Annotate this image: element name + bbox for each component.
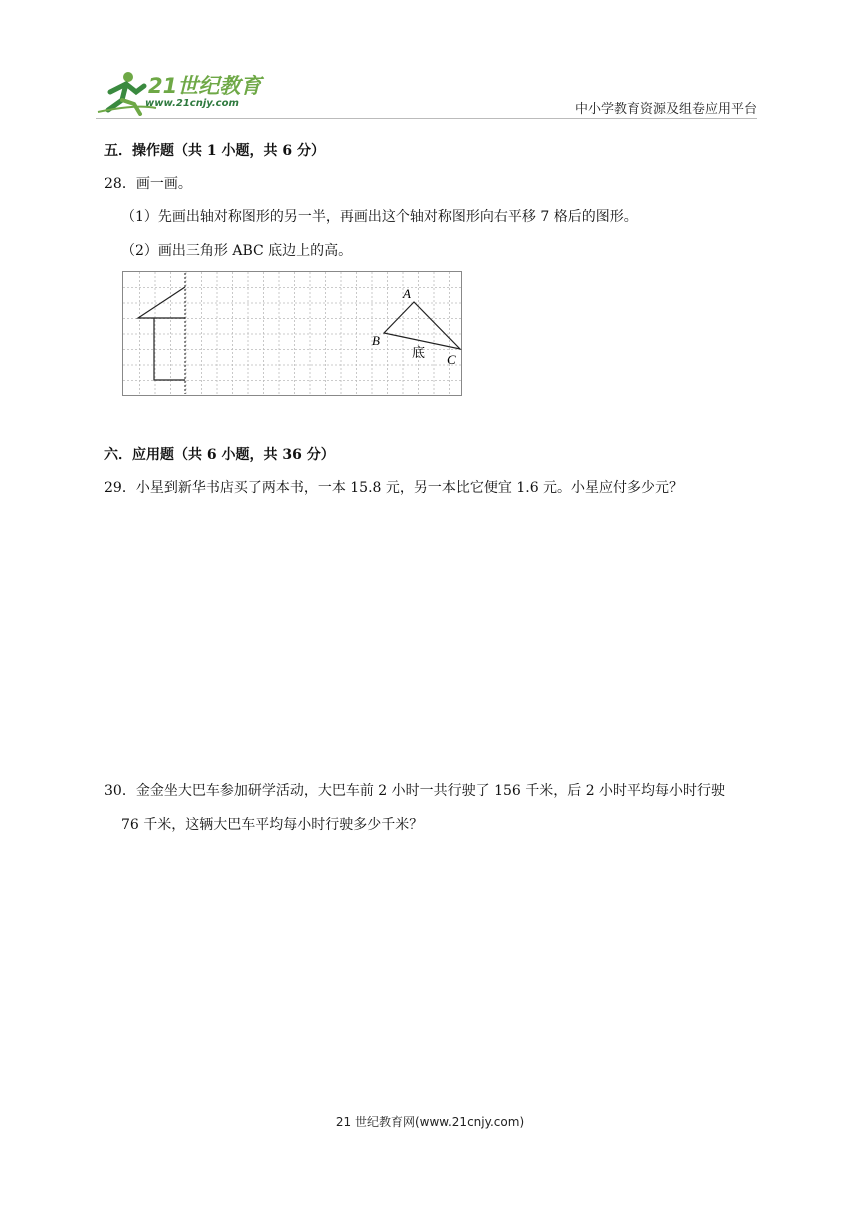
question-28-part-2: （2）画出三角形 ABC 底边上的高。 bbox=[121, 243, 353, 259]
question-28-part-1: （1）先画出轴对称图形的另一半，再画出这个轴对称图形向右平移 7 格后的图形。 bbox=[121, 209, 638, 225]
question-30-line-1: 30．金金坐大巴车参加研学活动，大巴车前 2 小时一共行驶了 156 千米，后 2 小时平均每小时行驶 bbox=[104, 783, 726, 799]
question-29: 29．小星到新华书店买了两本书，一本 15.8 元，另一本比它便宜 1.6 元。小星应付多少元？ bbox=[104, 480, 684, 496]
footer: 21 世纪教育网(www.21cnjy.com) bbox=[335, 1115, 525, 1129]
vertex-c-label: C bbox=[447, 352, 456, 367]
grid-figure bbox=[122, 271, 462, 396]
vertex-a-label: A bbox=[403, 286, 411, 301]
platform-name: 中小学教育资源及组卷应用平台 bbox=[574, 102, 757, 117]
section-6-title: 六．应用题（共 6 小题，共 36 分） bbox=[104, 447, 335, 463]
question-30-line-2: 76 千米，这辆大巴车平均每小时行驶多少千米？ bbox=[121, 817, 424, 833]
logo-text: 21世纪教育 bbox=[148, 74, 262, 98]
vertex-b-label: B bbox=[372, 333, 380, 348]
section-5-title: 五．操作题（共 1 小题，共 6 分） bbox=[104, 143, 325, 159]
header-divider bbox=[96, 118, 757, 119]
question-28-stem: 28．画一画。 bbox=[104, 176, 192, 192]
base-label: 底 bbox=[412, 346, 426, 361]
logo-url: www.21cnjy.com bbox=[145, 98, 239, 109]
